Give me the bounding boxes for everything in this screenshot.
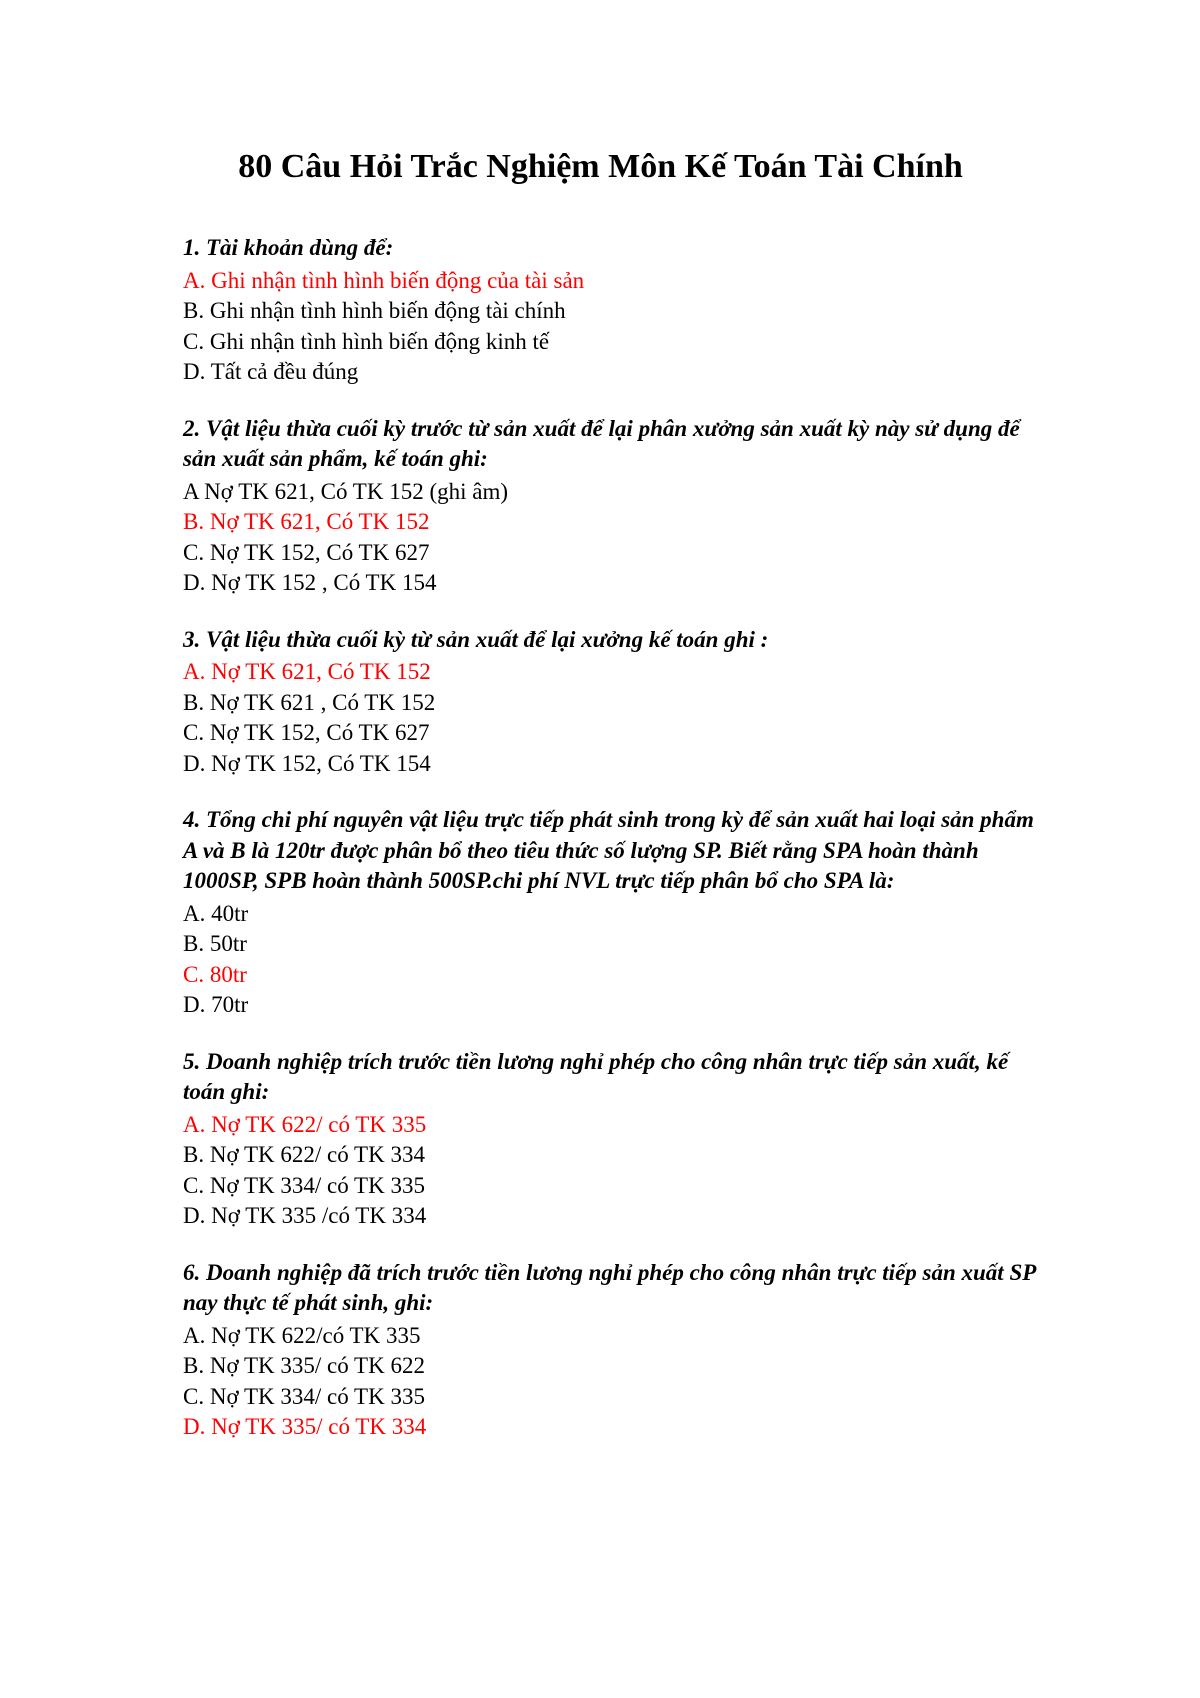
question-list xyxy=(183,233,1063,1469)
question-6 xyxy=(183,1258,1063,1443)
question-text: 3. Vật liệu thừa cuối kỳ từ sản xuất để lại xưởng kế toán ghi : xyxy=(183,626,769,652)
answer-options xyxy=(183,1110,1063,1232)
answer-option-b: B. Nợ TK 335/ có TK 622 xyxy=(183,1353,425,1378)
answer-options xyxy=(183,477,1063,599)
answer-option-c: C. Nợ TK 152, Có TK 627 xyxy=(183,720,430,745)
question-2 xyxy=(183,414,1063,599)
answer-options xyxy=(183,657,1063,779)
answer-option-d: D. Nợ TK 335 /có TK 334 xyxy=(183,1203,427,1228)
answer-option-d: D. Tất cả đều đúng xyxy=(183,359,359,384)
question-4 xyxy=(183,805,1063,1021)
answer-option-c: C. Ghi nhận tình hình biến động kinh tế xyxy=(183,328,550,354)
answer-option-a: A. 40tr xyxy=(183,900,249,926)
question-1 xyxy=(183,233,1063,388)
answer-option-a: A. Ghi nhận tình hình biến động của tài sản xyxy=(183,267,585,293)
answer-option-d: D. 70tr xyxy=(183,992,249,1017)
question-3 xyxy=(183,625,1063,780)
question-text: 1. Tài khoản dùng để: xyxy=(183,235,394,260)
answer-option-d: D. Nợ TK 335/ có TK 334 xyxy=(183,1414,427,1439)
answer-option-b: B. 50tr xyxy=(183,931,247,956)
answer-option-a: A. Nợ TK 622/ có TK 335 xyxy=(183,1111,427,1137)
answer-option-c: C. Nợ TK 334/ có TK 335 xyxy=(183,1172,425,1198)
document-title: 80 Câu Hỏi Trắc Nghiệm Môn Kế Toán Tài Chính xyxy=(238,148,963,185)
answer-option-b: B. Nợ TK 621, Có TK 152 xyxy=(183,509,430,534)
answer-options xyxy=(183,266,1063,388)
answer-option-b: B. Nợ TK 621 , Có TK 152 xyxy=(183,689,436,715)
answer-option-d: D. Nợ TK 152, Có TK 154 xyxy=(183,750,431,776)
question-text: 5. Doanh nghiệp trích trước tiền lương nghỉ phép cho công nhân trực tiếp sản xuất, kế toán ghi: xyxy=(183,1048,1009,1104)
answer-options xyxy=(183,899,1063,1021)
question-5 xyxy=(183,1047,1063,1232)
answer-option-c: C. Nợ TK 334/ có TK 335 xyxy=(183,1383,425,1409)
answer-option-c: C. Nợ TK 152, Có TK 627 xyxy=(183,539,430,565)
answer-options xyxy=(183,1321,1063,1443)
answer-option-d: D. Nợ TK 152 , Có TK 154 xyxy=(183,570,437,595)
question-text: 4. Tổng chi phí nguyên vật liệu trực tiếp phát sinh trong kỳ để sản xuất hai loại sản phẩm A và B là 120tr được phân bổ theo tiêu thức số lượng SP. Biết rằng SPA hoàn thành 1000SP, SPB hoàn thành 500SP.chi phí NVL trực tiếp phân bổ cho SPA là: xyxy=(183,807,1034,893)
answer-option-a: A Nợ TK 621, Có TK 152 (ghi âm) xyxy=(183,478,508,504)
answer-option-b: B. Nợ TK 622/ có TK 334 xyxy=(183,1142,425,1167)
question-text: 2. Vật liệu thừa cuối kỳ trước từ sản xuất để lại phân xưởng sản xuất kỳ này sử dụng để sản xuất sản phẩm, kế toán ghi: xyxy=(183,415,1020,471)
answer-option-b: B. Ghi nhận tình hình biến động tài chính xyxy=(183,298,566,323)
answer-option-a: A. Nợ TK 622/có TK 335 xyxy=(183,1322,421,1348)
question-text: 6. Doanh nghiệp đã trích trước tiền lương nghỉ phép cho công nhân trực tiếp sản xuất SP nay thực tế phát sinh, ghi: xyxy=(183,1259,1036,1315)
answer-option-c: C. 80tr xyxy=(183,961,247,987)
answer-option-a: A. Nợ TK 621, Có TK 152 xyxy=(183,659,431,684)
